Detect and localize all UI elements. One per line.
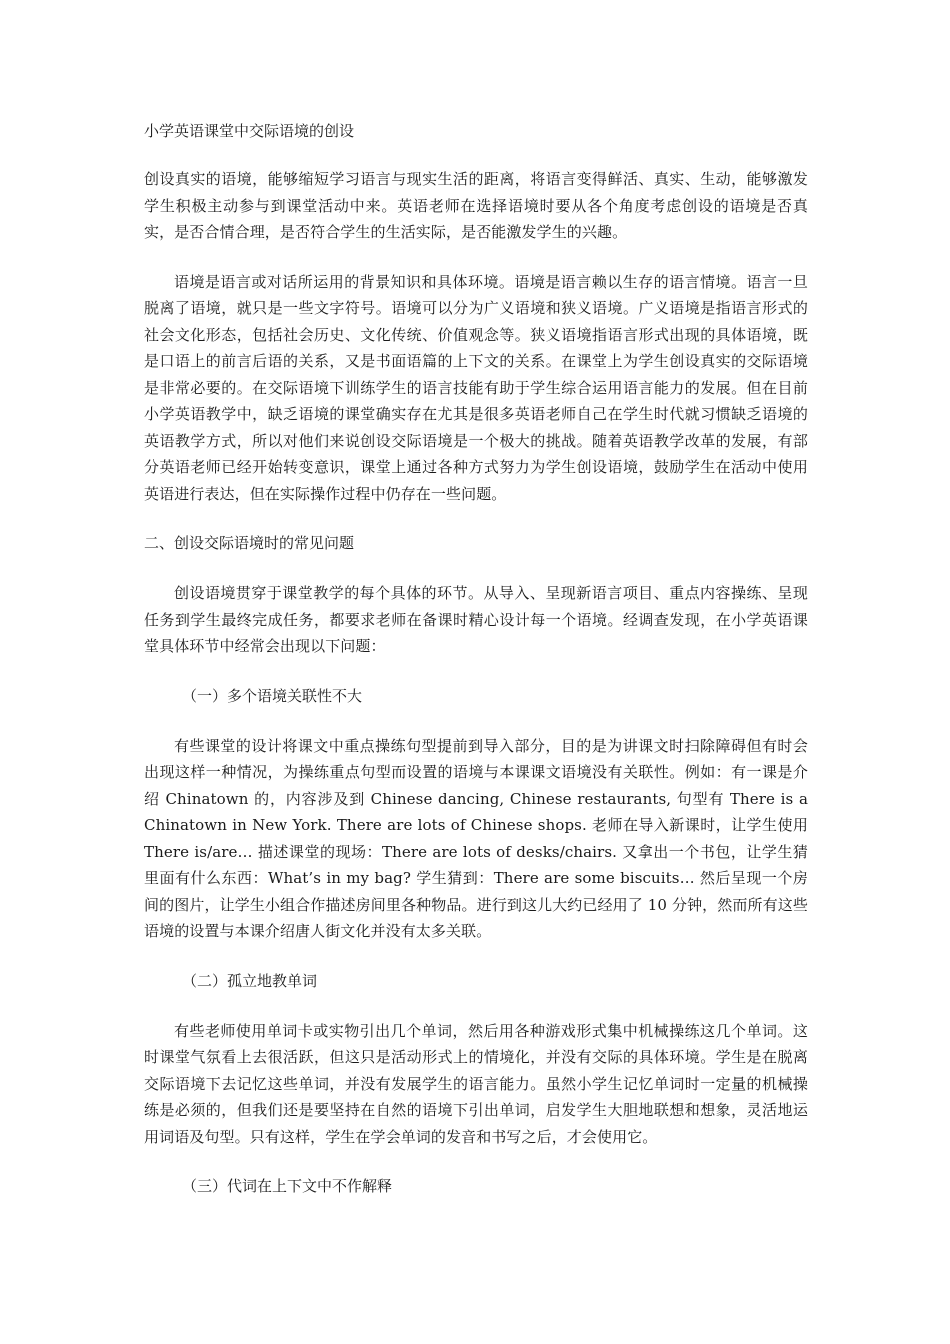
subsection-1-paragraph: 有些课堂的设计将课文中重点操练句型提前到导入部分，目的是为讲课文时扫除障碍但有时会出现这样一种情况，为操练重点句型而设置的语境与本课课文语境没有关联性。例如：有一课是介绍 Chinatown 的，内容涉及到 Chinese dancing, Chinese restaurants, 句型有 There is a Chinatown in New York. There are lots of Chinese shops. 老师在导入新课时，让学生使用 There is/are… 描述课堂的现场：There are lots of desks/chairs. 又拿出一个书包，让学生猜里面有什么东西：What’s in my bag? 学生猜到：There are some biscuits… 然后呈现一个房间的图片，让学生小组合作描述房间里各种物品。进行到这儿大约已经用了 10 分钟，然而所有这些语境的设置与本课介绍唐人街文化并没有太多关联。 <box>144 736 808 940</box>
subsection-2-paragraph: 有些老师使用单词卡或实物引出几个单词，然后用各种游戏形式集中机械操练这几个单词。这时课堂气氛看上去很活跃，但这只是活动形式上的情境化，并没有交际的具体环境。学生是在脱离交际语境下去记忆这些单词，并没有发展学生的语言能力。虽然小学生记忆单词时一定量的机械操练是必须的，但我们还是要坚持在自然的语境下引出单词，启发学生大胆地联想和想象，灵活地运用词语及句型。只有这样，学生在学会单词的发音和书写之后，才会使用它。 <box>144 1021 808 1146</box>
section-2-heading: 二、创设交际语境时的常见问题 <box>144 534 355 552</box>
subsection-2-heading: （二）孤立地教单词 <box>182 971 318 990</box>
section-2-paragraph: 创设语境贯穿于课堂教学的每个具体的环节。从导入、呈现新语言项目、重点内容操练、呈现任务到学生最终完成任务，都要求老师在备课时精心设计每一个语境。经调查发现，在小学英语课堂具体环节中经常会出现以下问题： <box>144 584 808 655</box>
subsection-1-heading: （一）多个语境关联性不大 <box>182 686 363 705</box>
subsection-3-heading: （三）代词在上下文中不作解释 <box>182 1177 393 1195</box>
intro-paragraph: 创设真实的语境，能够缩短学习语言与现实生活的距离，将语言变得鲜活、真实、生动，能够激发学生积极主动参与到课堂活动中来。英语老师在选择语境时要从各个角度考虑创设的语境是否真实，是否合情合理，是否符合学生的生活实际，是否能激发学生的兴趣。 <box>144 170 808 241</box>
document-page <box>144 118 808 1223</box>
document-title: 小学英语课堂中交际语境的创设 <box>144 122 355 140</box>
context-definition-paragraph: 语境是语言或对话所运用的背景知识和具体环境。语境是语言赖以生存的语言情境。语言一旦脱离了语境，就只是一些文字符号。语境可以分为广义语境和狭义语境。广义语境是指语言形式的社会文化形态，包括社会历史、文化传统、价值观念等。狭义语境指语言形式出现的具体语境，既是口语上的前言后语的关系，又是书面语篇的上下文的关系。在课堂上为学生创设真实的交际语境是非常必要的。在交际语境下训练学生的语言技能有助于学生综合运用语言能力的发展。但在目前小学英语教学中，缺乏语境的课堂确实存在尤其是很多英语老师自己在学生时代就习惯缺乏语境的英语教学方式，所以对他们来说创设交际语境是一个极大的挑战。随着英语教学改革的发展，有部分英语老师已经开始转变意识，课堂上通过各种方式努力为学生创设语境，鼓励学生在活动中使用英语进行表达，但在实际操作过程中仍存在一些问题。 <box>144 272 808 503</box>
